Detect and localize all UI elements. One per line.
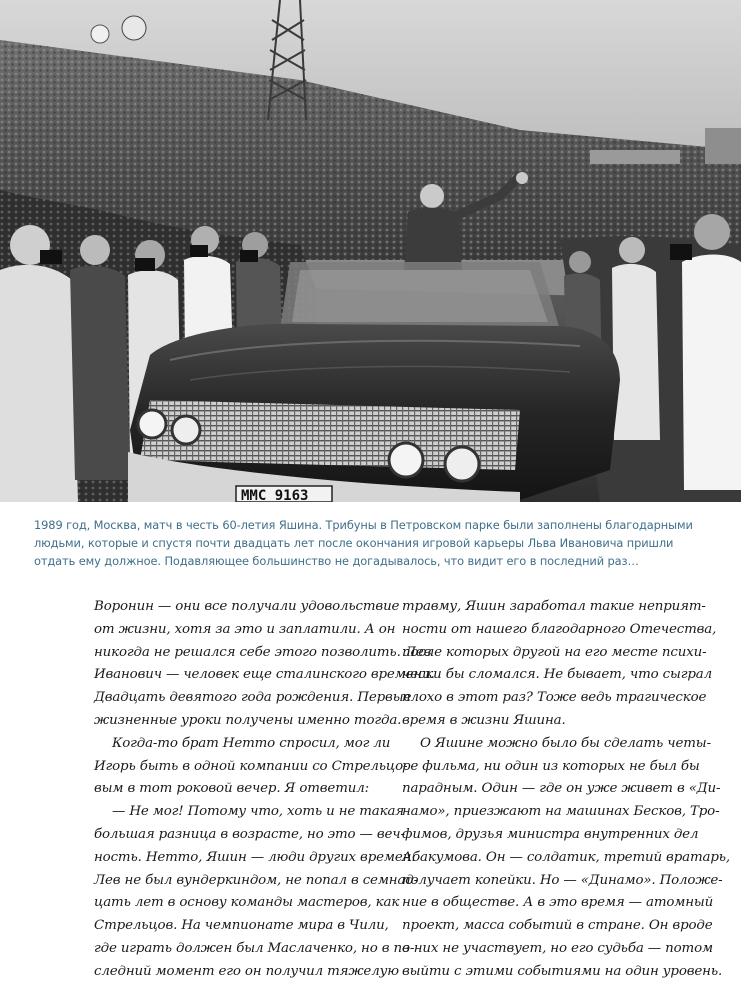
text-line: время в жизни Яшина.	[402, 712, 566, 728]
text-line: ность. Нетто, Яшин — люди других времен.	[94, 849, 416, 865]
text-line: фимов, друзья министра внутренних дел	[402, 826, 699, 842]
text-line: Стрельцов. На чемпионате мира в Чили,	[94, 918, 389, 934]
text-line: Когда-то брат Нетто спросил, мог ли	[112, 735, 391, 751]
text-line: выйти с этими событиями на один уровень.	[402, 963, 723, 979]
text-line: травму, Яшин заработал такие неприят-	[402, 599, 706, 614]
text-line: Лев не был вундеркиндом, не попал в семнад-	[94, 872, 419, 888]
text-column-right	[402, 596, 731, 984]
text-line: чески бы сломался. Не бывает, что сыграл	[402, 667, 712, 683]
text-line: в них не участвует, но его судьба — потом	[402, 940, 713, 956]
text-line: жизненные уроки получены именно тогда.	[94, 712, 402, 728]
text-line: от жизни, хотя за это и заплатили. А он	[94, 621, 396, 637]
text-line: Иванович — человек еще сталинского времени.	[94, 667, 435, 683]
caption-line: 1989 год, Москва, матч в честь 60-летия Яшина. Трибуны в Петровском парке были заполнены благодарными	[34, 518, 693, 532]
text-line: проект, масса событий в стране. Он вроде	[402, 918, 713, 934]
text-line: вым в тот роковой вечер. Я ответил:	[94, 781, 369, 797]
text-line: после которых другой на его месте психи-	[402, 644, 707, 660]
text-line: намо», приезжают на машинах Бесков, Тро-	[402, 804, 720, 820]
text-line: Игорь быть в одной компании со Стрельцо-	[94, 758, 408, 774]
text-line: никогда не решался себе этого позволить. Лев	[94, 644, 432, 660]
text-line: получает копейки. Но — «Динамо». Положе-	[402, 872, 723, 888]
photo-caption	[34, 516, 724, 570]
text-line: парадным. Один — где он уже живет в «Ди-	[402, 781, 721, 797]
text-line: где играть должен был Маслаченко, но в по-	[94, 940, 415, 956]
caption-line: отдать ему должное. Подавляющее большинство не догадывалось, что видит его в последний раз…	[34, 554, 639, 568]
text-line: — Не мог! Потому что, хоть и не такая	[112, 804, 405, 820]
text-column-left	[94, 596, 435, 984]
text-line: следний момент его он получил тяжелую	[94, 963, 399, 979]
text-line: плохо в этот раз? Тоже ведь трагическое	[402, 690, 707, 706]
text-line: большая разница в возрасте, но это — веч-	[94, 826, 405, 842]
text-line: Двадцать девятого года рождения. Первые	[94, 690, 412, 706]
text-line: ре фильма, ни один из которых не был бы	[402, 758, 700, 774]
text-line: О Яшине можно было бы сделать четы-	[420, 735, 711, 751]
text-line: Воронин — они все получали удовольствие	[94, 599, 400, 614]
text-line: цать лет в основу команды мастеров, как	[94, 895, 400, 911]
license-plate-text: ММС 9163	[241, 488, 309, 502]
text-line: ние в обществе. А в это время — атомный	[402, 895, 714, 911]
caption-line: людьми, которые и спустя почти двадцать лет после окончания игровой карьеры Льва Ивановича пришли	[34, 536, 674, 550]
text-line: ности от нашего благодарного Отечества,	[402, 621, 717, 637]
text-line: Абакумова. Он — солдатик, третий вратарь,	[402, 849, 731, 865]
